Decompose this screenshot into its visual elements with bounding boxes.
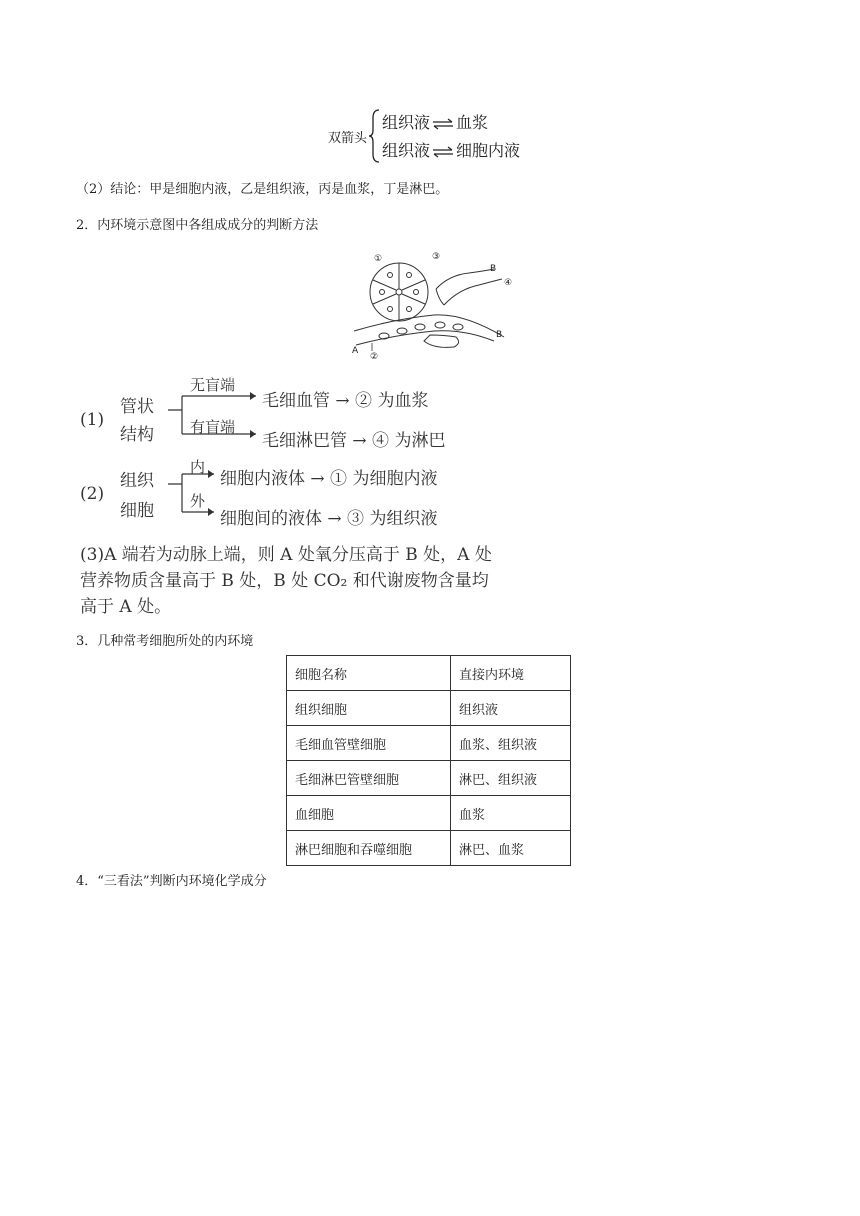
table-cell: 组织细胞 <box>287 691 451 726</box>
label-2: ② <box>370 352 379 362</box>
table-cell: 淋巴细胞和吞噬细胞 <box>287 831 451 866</box>
p1-category-line1: 管状 <box>120 397 154 417</box>
double-arrow-row-2 <box>382 138 520 161</box>
section2-title: 2．内环境示意图中各组成成分的判断方法 <box>76 218 319 233</box>
p3-line1: (3)A 端若为动脉上端，则 A 处氧分压高于 B 处，A 处 <box>80 545 492 565</box>
table-cell: 淋巴、组织液 <box>451 761 571 796</box>
table-row <box>287 761 571 796</box>
reversible-arrow-icon <box>432 146 454 158</box>
internal-environment-diagram <box>344 245 524 365</box>
row2-left: 组织液 <box>382 141 431 160</box>
lymph-vessel-upper <box>436 269 494 289</box>
p2-number: (2) <box>80 484 105 504</box>
tissue-cell <box>424 335 459 347</box>
p2-category-line2: 细胞 <box>120 501 154 521</box>
p1-result1: 毛细血管 → ② 为血浆 <box>262 391 429 411</box>
row2-right: 细胞内液 <box>456 141 521 160</box>
table-row <box>287 691 571 726</box>
p1-branch2: 有盲端 <box>190 418 236 436</box>
label-a: A <box>352 346 359 356</box>
p3-line3: 高于 A 处。 <box>80 597 172 617</box>
table-cell: 血细胞 <box>287 796 451 831</box>
table-header-cell: 细胞名称 <box>287 656 451 691</box>
p2-result2: 细胞间的液体 → ③ 为组织液 <box>220 509 438 529</box>
label-b-bottom: B <box>496 330 503 340</box>
row1-left: 组织液 <box>382 113 431 132</box>
reversible-arrow-icon <box>432 118 454 130</box>
p2-branch1: 内 <box>190 458 206 476</box>
conclusion-text: （2）结论：甲是细胞内液，乙是组织液，丙是血浆，丁是淋巴。 <box>76 182 449 197</box>
label-b-top: B <box>490 264 497 274</box>
table-header-row <box>287 656 571 691</box>
p2-result1: 细胞内液体 → ① 为细胞内液 <box>220 469 438 489</box>
table-row <box>287 796 571 831</box>
double-arrow-row-1 <box>382 110 488 133</box>
double-arrow-label: 双箭头 <box>328 131 368 146</box>
label-3: ③ <box>432 252 441 262</box>
p1-branch1: 无盲端 <box>190 376 236 394</box>
table-cell: 组织液 <box>451 691 571 726</box>
blood-capillary-upper <box>354 315 504 337</box>
table-cell: 血浆 <box>451 796 571 831</box>
row1-right: 血浆 <box>456 113 489 132</box>
section3-title: 3．几种常考细胞所处的内环境 <box>76 634 254 649</box>
table-row <box>287 726 571 761</box>
section4-title: 4．“三看法”判断内环境化学成分 <box>76 874 267 889</box>
p1-result2: 毛细淋巴管 → ④ 为淋巴 <box>262 431 446 451</box>
p2-branch2: 外 <box>190 492 206 510</box>
p3-line2: 营养物质含量高于 B 处，B 处 CO₂ 和代谢废物含量均 <box>80 571 489 591</box>
table-row <box>287 831 571 866</box>
table-cell: 血浆、组织液 <box>451 726 571 761</box>
label-1: ① <box>374 254 383 264</box>
label-4: ④ <box>504 278 513 288</box>
double-arrow-block <box>328 108 568 164</box>
p1-category-line2: 结构 <box>120 425 154 445</box>
judgement-method-block <box>76 370 534 616</box>
brace-icon <box>368 108 380 164</box>
cell-environment-table <box>286 655 571 866</box>
table-header-cell: 直接内环境 <box>451 656 571 691</box>
table-cell: 淋巴、血浆 <box>451 831 571 866</box>
table-cell: 毛细淋巴管壁细胞 <box>287 761 451 796</box>
blood-capillary-lower <box>356 331 494 345</box>
p2-category-line1: 组织 <box>120 471 154 491</box>
table-cell: 毛细血管壁细胞 <box>287 726 451 761</box>
p1-number: (1) <box>80 410 105 430</box>
